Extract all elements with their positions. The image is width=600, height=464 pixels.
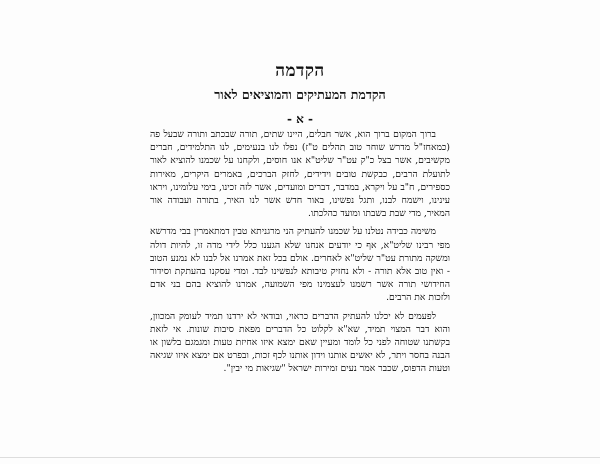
paragraph-2: משימה כבידה נטלנו על שכמנו להעתיק הני מרגניתא טבין דמתאמרין בבי מדרשא מפי רבינו שליט"א, אף כי יודעים אנחנו שלא הגענו כלל לידי מדה זו, להיות דולה ומשקה מתורת עט"ר שליט"א לאחרים. אולם בכל זאת אמרנו אל לבנו לא נמנע הטוב - ואין טוב אלא תורה - ולא נחזיק טיבותא לנפשינו לבד. ומדי עסקנו בהעתקת וסידור החידושי תורה אשר רשמנו לעצמינו מפי השמועה, אמרנו להוציא בהם בני אדם ולזכות את הרבים. xyxy=(150,226,450,304)
document-content xyxy=(150,60,450,381)
page-bottom-divider xyxy=(0,457,600,458)
paragraph-3: לפעמים לא יכלנו להעתיק הדברים כראוי, ובודאי לא ירדנו תמיד לעומק המכוון, והוא דבר המצוי תמיד, שא"א לקלוט כל הדברים מפאת סיבות שונות. אי לזאת בקשתנו שטוחה לפני כל לומד ומעיין שאם ימצא איזו אחיזת טעות ומגמגם בלשון או הבנה בחסר ויתר, לא יאשים אותנו וידון אותנו לכף זכות, ובפרט אם ימצא איזו שגיאה וטעות הדפוס, שכבר אמר נעים זמירות ישראל "שגיאות מי יבין". xyxy=(150,310,450,375)
paragraph-1: ברוך המקום ברוך הוא, אשר חבלים, היינו שתים, תורה שבכתב ותורה שבעל פה (כמאחז"ל מדרש שוחר טוב תהלים ט"ז) נפלו לנו בנעימים, לנו התלמידים, חברים מקשיבים, אשר בצל כ"ק עט"ר שליט"א אנו חוסים, ולקחנו על שכמנו להוציא לאור לתועלת הרבים, כבקשת טובים וידידים, לחזק הברכים, באמרים היקרים, מאירות כספירים, ח"ב על ויקרא, במדבר, דברים ומועדים, אשר לזה זכינו, בימי עלומינו, ויראו עינינו, וישמח לבנו, ותגל נפשינו, באור חדש אשר לנו האיר, בתורה ועבודה אור המאיר, מדי שבת בשבתו ומועד כהלכתו. xyxy=(150,129,450,220)
section-marker: - א - xyxy=(286,112,314,126)
page-title: הקדמה xyxy=(275,61,325,81)
page-subtitle: הקדמת המעתיקים והמוציאים לאור xyxy=(214,87,386,102)
